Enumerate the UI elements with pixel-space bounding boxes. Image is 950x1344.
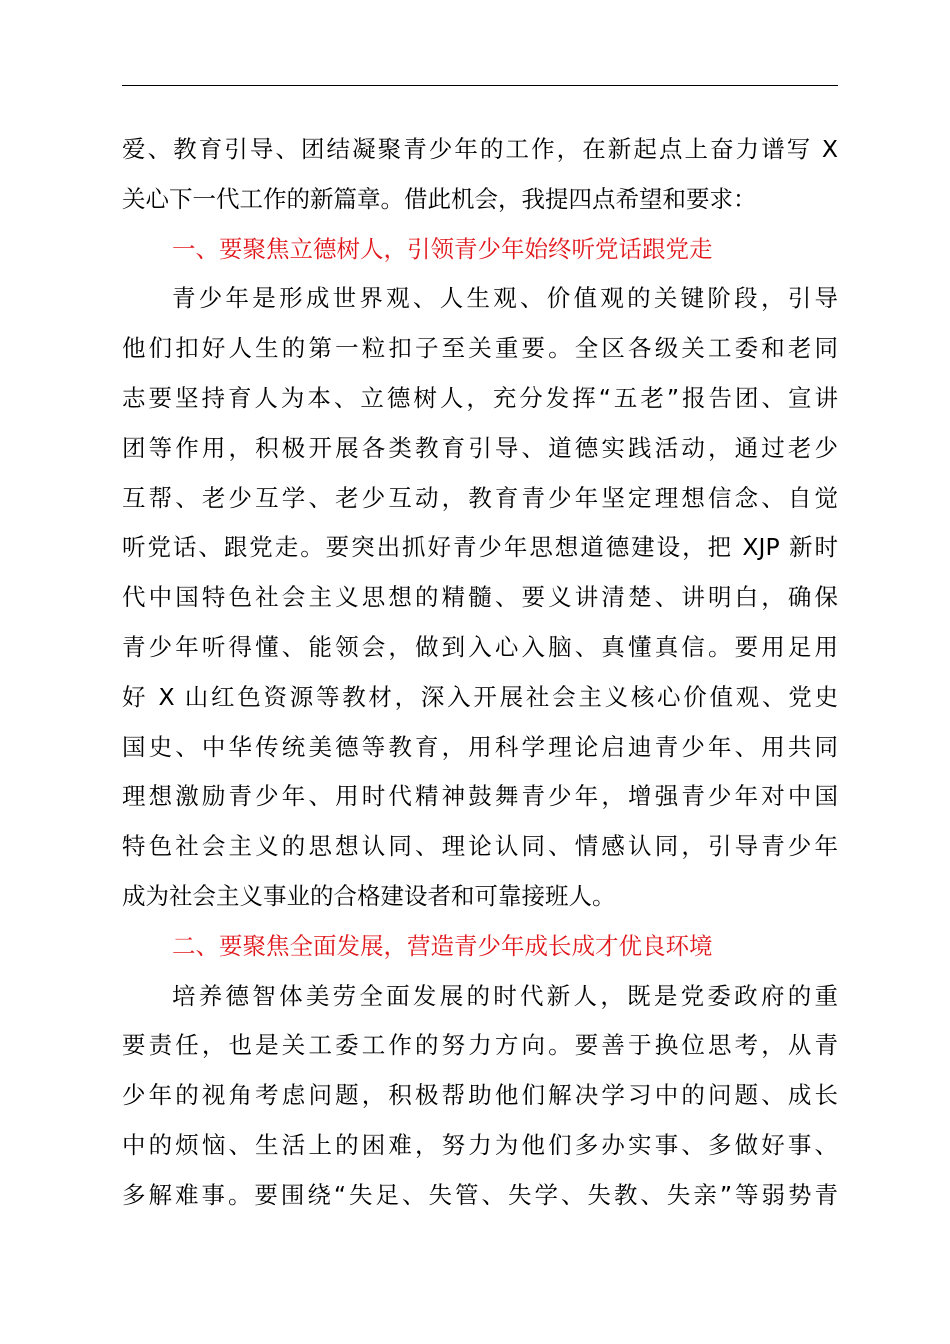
body-line: 国史、中华传统美德等教育，用科学理论启迪青少年、用共同 bbox=[122, 732, 838, 761]
body-line: 青少年是形成世界观、人生观、价值观的关键阶段，引导 bbox=[172, 284, 838, 313]
body-line: 互帮、老少互学、老少互动，教育青少年坚定理想信念、自觉 bbox=[122, 483, 838, 512]
body-line: 青少年听得懂、能领会，做到入心入脑、真懂真信。要用足用 bbox=[122, 632, 838, 661]
body-line: 少年的视角考虑问题，积极帮助他们解决学习中的问题、成长 bbox=[122, 1081, 838, 1110]
body-line: 好 X 山红色资源等教材，深入开展社会主义核心价值观、党史 bbox=[122, 682, 838, 711]
header-rule bbox=[122, 85, 838, 86]
body-line: 特色社会主义的思想认同、理论认同、情感认同，引导青少年 bbox=[122, 832, 838, 861]
body-line: 爱、教育引导、团结凝聚青少年的工作，在新起点上奋力谱写 X bbox=[122, 135, 838, 163]
body-line: 团等作用，积极开展各类教育引导、道德实践活动，通过老少 bbox=[122, 433, 838, 462]
section-heading-2: 二、要聚焦全面发展，营造青少年成长成才优良环境 bbox=[172, 931, 713, 960]
body-line: 关心下一代工作的新篇章。借此机会，我提四点希望和要求： bbox=[122, 184, 757, 213]
body-line: 培养德智体美劳全面发展的时代新人，既是党委政府的重 bbox=[172, 981, 838, 1010]
body-line: 志要坚持育人为本、立德树人，充分发挥“五老”报告团、宣讲 bbox=[122, 383, 838, 412]
body-line: 他们扣好人生的第一粒扣子至关重要。全区各级关工委和老同 bbox=[122, 334, 838, 363]
body-line: 要责任，也是关工委工作的努力方向。要善于换位思考，从青 bbox=[122, 1031, 838, 1060]
body-line: 听党话、跟党走。要突出抓好青少年思想道德建设，把 XJP 新时 bbox=[122, 533, 838, 562]
body-line: 代中国特色社会主义思想的精髓、要义讲清楚、讲明白，确保 bbox=[122, 583, 838, 612]
document-body bbox=[122, 125, 838, 1221]
body-line: 成为社会主义事业的合格建设者和可靠接班人。 bbox=[122, 881, 616, 910]
body-line: 理想激励青少年、用时代精神鼓舞青少年，增强青少年对中国 bbox=[122, 782, 838, 811]
body-line: 多解难事。要围绕“失足、失管、失学、失教、失亲”等弱势青 bbox=[122, 1180, 838, 1209]
section-heading-1: 一、要聚焦立德树人，引领青少年始终听党话跟党走 bbox=[172, 234, 713, 263]
body-line: 中的烦恼、生活上的困难，努力为他们多办实事、多做好事、 bbox=[122, 1130, 838, 1159]
